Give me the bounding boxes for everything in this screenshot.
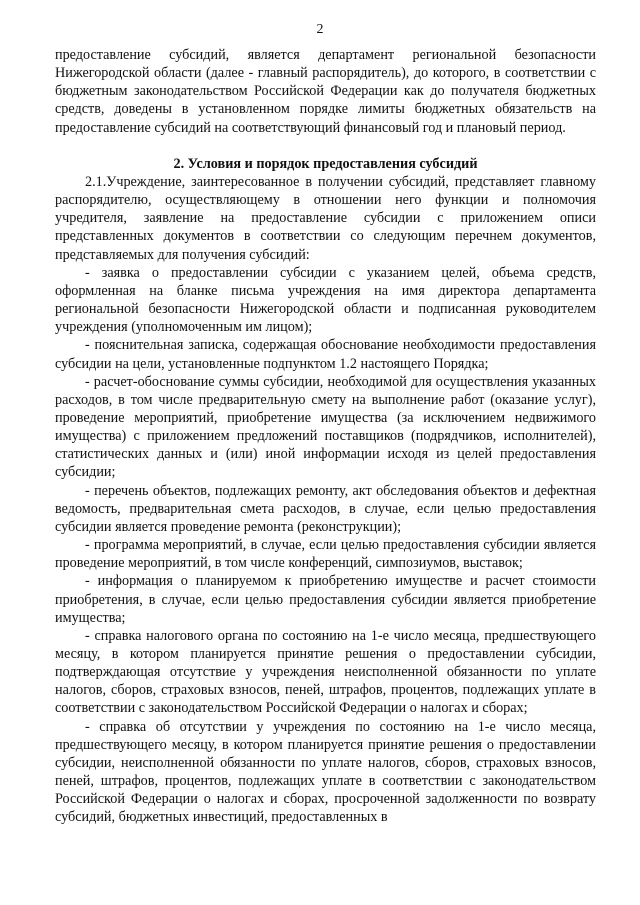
list-item-repair-objects: - перечень объектов, подлежащих ремонту, акт обследования объектов и дефектная ведомость, предварительная смета расходов, в случае, если целью предоставления субсидии является проведение ремонта (реконструкции); <box>55 482 596 535</box>
list-item-application: - заявка о предоставлении субсидии с указанием целей, объема средств, оформленная на бланке письма учреждения на имя директора департамента региональной безопасности Нижегородской области и подписанная руководителем учреждения (уполномоченным им лицом); <box>55 264 596 336</box>
intro-paragraph: предоставление субсидий, является департамент региональной безопасности Нижегородской области (далее - главный распорядитель), до которого, в соответствии с бюджетным законодательством Российской Федерации как до получателя бюджетных средств, доведены в установленном порядке лимиты бюджетных обязательств на предоставление субсидий на соответствующий финансовый год и плановый период. <box>55 47 596 136</box>
list-item-property-info: - информация о планируемом к приобретению имуществе и расчет стоимости приобретения, в случае, если целью предоставления субсидии является приобретение имущества; <box>55 573 596 626</box>
section-heading: 2. Условия и порядок предоставления субсидий <box>173 155 478 172</box>
paragraph-2-1: 2.1.Учреждение, заинтересованное в получении субсидий, представляет главному распорядителю, осуществляющему в отношении него функции и полномочия учредителя, заявление на предоставление субсидии с приложением описи представленных документов в соответствии со следующим перечнем документов, представляемых для получения субсидий: <box>55 173 596 263</box>
page-number: 2 <box>316 22 324 37</box>
document-body <box>55 46 596 827</box>
list-item-calculation: - расчет-обоснование суммы субсидии, необходимой для осуществления указанных расходов, в том числе предварительную смету на выполнение работ (оказание услуг), проведение мероприятий, приобретение имущества (за исключением недвижимого имущества) с приложением предложений поставщиков (подрядчиков, исполнителей), статистических данных и (или) иной информации исходя из целей предоставления субсидии; <box>55 373 596 481</box>
list-item-no-debt-certificate: - справка об отсутствии у учреждения по состоянию на 1-е число месяца, предшествующего месяцу, в котором планируется принятие решения о предоставлении субсидии, неисполненной обязанности по уплате налогов, сборов, страховых взносов, пеней, штрафов, процентов, подлежащих уплате в соответствии с законодательством Российской Федерации о налогах и сборах, просроченной задолженности по возврату субсидий, бюджетных инвестиций, предоставленных в <box>55 718 596 826</box>
list-item-tax-certificate: - справка налогового органа по состоянию на 1-е число месяца, предшествующего месяцу, в котором планируется принятие решения о предоставлении субсидии, подтверждающая отсутствие у учреждения неисполненной обязанности по уплате налогов, сборов, страховых взносов, пеней, штрафов, процентов, подлежащих уплате в соответствии с законодательством Российской Федерации о налогах и сборах; <box>55 627 596 717</box>
list-item-event-program: - программа мероприятий, в случае, если целью предоставления субсидии является проведение мероприятий, в том числе конференций, симпозиумов, выставок; <box>55 537 596 572</box>
list-item-explanatory-note: - пояснительная записка, содержащая обоснование необходимости предоставления субсидии на цели, установленные подпунктом 1.2 настоящего Порядка; <box>55 337 596 372</box>
